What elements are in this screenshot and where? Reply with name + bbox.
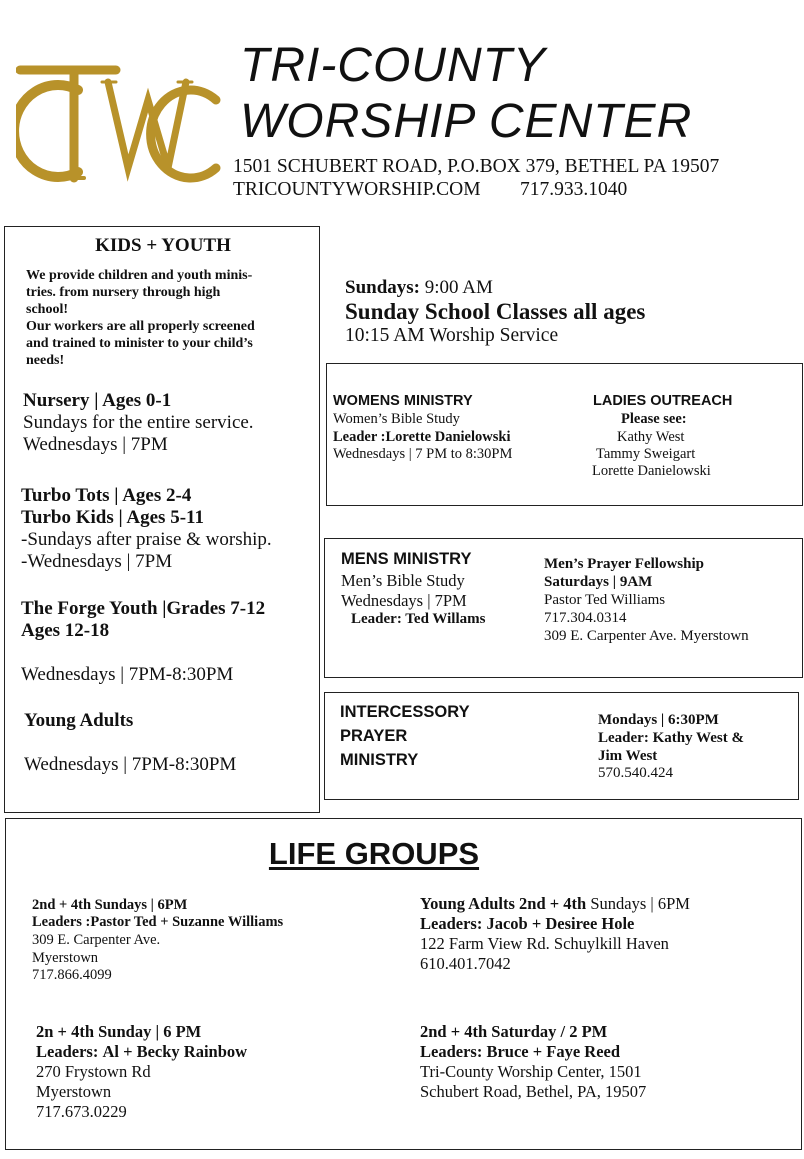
mens-time: Wednesdays | 7PM (341, 591, 467, 610)
life-groups-heading: LIFE GROUPS (268, 836, 480, 871)
kids-intro (26, 267, 316, 369)
intercessory-heading-3: MINISTRY (340, 751, 419, 769)
group3-leaders-names: Al + Becky Rainbow (102, 1042, 248, 1061)
turbo-wednesdays: -Wednesdays | 7PM (21, 551, 173, 572)
sunday-time-value: 9:00 AM (424, 277, 493, 298)
intro-line: We provide children and youth minis- (26, 268, 253, 283)
life-groups-panel (5, 818, 802, 1150)
forge-ages: Ages 12-18 (21, 620, 110, 641)
group1-phone: 717.866.4099 (32, 967, 112, 983)
womens-heading: WOMENS MINISTRY (333, 393, 473, 409)
group2-address: 122 Farm View Rd. Schuylkill Haven (420, 934, 669, 953)
young-adults-title: Young Adults (24, 710, 134, 731)
group1-city: Myerstown (32, 950, 99, 966)
sunday-label: Sundays: (345, 277, 420, 298)
church-name-line2: WORSHIP CENTER (240, 95, 693, 148)
intercessory-leader-2: Jim West (598, 748, 658, 764)
group3-address: 270 Frystown Rd (36, 1062, 151, 1081)
group3-when: 2n + 4th Sunday | 6 PM (36, 1022, 202, 1041)
mens-heading: MENS MINISTRY (341, 550, 472, 568)
nursery-title: Nursery | Ages 0-1 (23, 390, 172, 411)
intercessory-time: Mondays | 6:30PM (598, 712, 719, 728)
womens-bible-study: Women’s Bible Study (333, 411, 460, 427)
young-adults-time: Wednesdays | 7PM-8:30PM (24, 754, 237, 775)
group4-address-2: Schubert Road, Bethel, PA, 19507 (420, 1082, 647, 1101)
group2-when-bold: Young Adults 2nd + 4th (420, 894, 587, 913)
group1-when: 2nd + 4th Sundays | 6PM (32, 897, 188, 913)
mens-ministry-panel (324, 538, 803, 678)
church-name-line1: TRI-COUNTY (240, 39, 546, 92)
mens-leader: Leader: Ted Willams (351, 611, 486, 627)
please-see: Please see: (621, 411, 687, 427)
intro-line: Our workers are all properly screened (26, 319, 255, 334)
contact-tammy: Tammy Sweigart (596, 446, 696, 462)
turbo-kids-title: Turbo Kids | Ages 5-11 (21, 507, 204, 528)
mens-prayer-title: Men’s Prayer Fellowship (544, 556, 704, 572)
group3-city: Myerstown (36, 1082, 112, 1101)
contact-kathy: Kathy West (617, 429, 685, 445)
mens-bible-study: Men’s Bible Study (341, 571, 465, 590)
intro-line: needs! (26, 353, 65, 368)
sunday-school: Sunday School Classes all ages (345, 299, 646, 324)
intercessory-phone: 570.540.424 (598, 765, 673, 781)
womens-leader: Leader :Lorette Danielowski (333, 429, 511, 445)
intro-line: tries. from nursery through high (26, 285, 221, 300)
intro-line: school! (26, 302, 68, 317)
group3-leaders (36, 1042, 247, 1062)
church-logo (16, 60, 221, 190)
contact-lorette: Lorette Danielowski (592, 463, 711, 479)
mens-address: 309 E. Carpenter Ave. Myerstown (544, 628, 749, 644)
womens-ministry-panel (326, 363, 803, 506)
worship-service: 10:15 AM Worship Service (345, 325, 559, 346)
intercessory-leader-1: Leader: Kathy West & (598, 730, 744, 746)
group3-phone: 717.673.0229 (36, 1102, 127, 1121)
group1-address: 309 E. Carpenter Ave. (32, 932, 161, 948)
intercessory-heading-1: INTERCESSORY (340, 703, 470, 721)
mens-prayer-time: Saturdays | 9AM (544, 574, 653, 590)
womens-time: Wednesdays | 7 PM to 8:30PM (333, 446, 513, 462)
forge-time: Wednesdays | 7PM-8:30PM (21, 664, 234, 685)
group2-when-rest: Sundays | 6PM (590, 894, 690, 913)
group4-leaders: Leaders: Bruce + Faye Reed (420, 1042, 621, 1061)
group2-when (420, 894, 690, 914)
church-phone: 717.933.1040 (520, 179, 628, 200)
mens-phone: 717.304.0314 (544, 610, 627, 626)
church-address: 1501 SCHUBERT ROAD, P.O.BOX 379, BETHEL PA 19507 (233, 156, 720, 177)
turbo-tots-title: Turbo Tots | Ages 2-4 (21, 485, 192, 506)
kids-youth-panel (4, 226, 320, 813)
group2-phone: 610.401.7042 (420, 954, 511, 973)
intercessory-heading-2: PRAYER (340, 727, 408, 745)
nursery-wednesdays: Wednesdays | 7PM (23, 434, 168, 455)
church-website: TRICOUNTYWORSHIP.COM (233, 179, 481, 200)
group2-leaders: Leaders: Jacob + Desiree Hole (420, 914, 635, 933)
forge-title: The Forge Youth |Grades 7-12 (21, 598, 266, 619)
intro-line: and trained to minister to your child’s (26, 336, 253, 351)
group4-when: 2nd + 4th Saturday / 2 PM (420, 1022, 608, 1041)
group1-leaders: Leaders :Pastor Ted + Suzanne Williams (32, 914, 284, 930)
group4-address-1: Tri-County Worship Center, 1501 (420, 1062, 642, 1081)
nursery-sundays: Sundays for the entire service. (23, 412, 254, 433)
ladies-outreach-heading: LADIES OUTREACH (593, 393, 733, 409)
group3-leaders-label: Leaders: (36, 1042, 99, 1061)
turbo-sundays: -Sundays after praise & worship. (21, 529, 272, 550)
intercessory-panel (324, 692, 799, 800)
mens-pastor: Pastor Ted Williams (544, 592, 666, 608)
sunday-time (345, 277, 493, 299)
kids-heading: KIDS + YOUTH (95, 235, 231, 256)
